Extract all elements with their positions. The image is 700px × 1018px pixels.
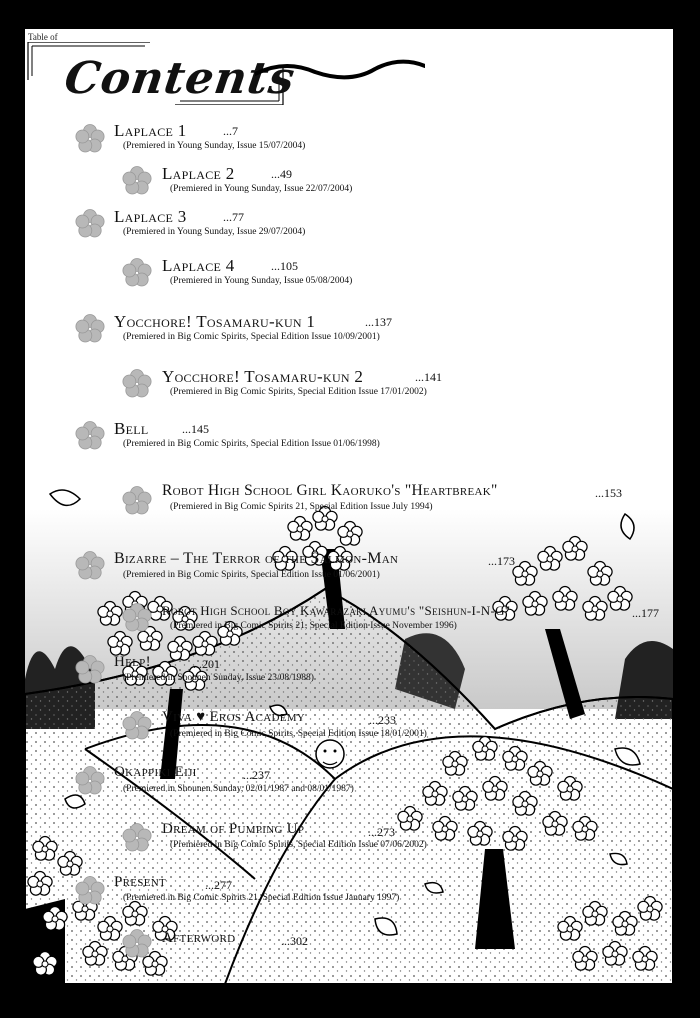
entry-premiere-note: (Premiered in Young Sunday, Issue 05/08/2004) — [170, 276, 353, 286]
entry-premiere-note: (Premiered in Big Comic Spirits, Special Edition Issue 01/06/2001) — [123, 570, 380, 580]
entry-page-number: ...137 — [365, 315, 392, 329]
entry-page-number: ...105 — [271, 259, 298, 273]
entry-page-number: ...201 — [193, 657, 220, 671]
entry-premiere-note: (Premiered in Big Comic Spirits, Special Edition Issue 01/06/1998) — [123, 439, 380, 449]
entry-premiere-note: (Premiered in Young Sunday, Issue 15/07/2004) — [123, 141, 306, 151]
blossom-bullet-icon — [73, 653, 107, 687]
entry-title: Laplace 4 — [162, 256, 235, 275]
entry-premiere-note: (Premiered in Big Comic Spirits, Special Edition Issue 07/06/2002) — [170, 840, 427, 850]
entry-premiere-note: (Premiered in Big Comic Spirits 21, Special Edition Issue January 1997) — [123, 893, 400, 903]
blossom-bullet-icon — [120, 164, 154, 198]
table-of-label: Table of — [28, 32, 58, 42]
entry-title: Viva ♥ Eros Academy — [162, 709, 306, 725]
title-swash — [255, 54, 425, 84]
blossom-bullet-icon — [73, 312, 107, 346]
blossom-bullet-icon — [120, 484, 154, 518]
entry-page-number: ...49 — [271, 167, 292, 181]
entry-title: Dream of Pumping Up — [162, 821, 305, 837]
entry-title: Bell — [114, 419, 149, 438]
blossom-bullet-icon — [73, 874, 107, 908]
entry-title: Bizarre – The Terror of the Salmon-Man — [114, 550, 399, 567]
blossom-bullet-icon — [73, 549, 107, 583]
entry-premiere-note: (Premiered in Young Sunday, Issue 22/07/2004) — [170, 184, 353, 194]
entry-title: Laplace 2 — [162, 164, 235, 183]
entry-page-number: ...237 — [243, 768, 270, 782]
blossom-bullet-icon — [73, 419, 107, 453]
blossom-bullet-icon — [120, 256, 154, 290]
entry-page-number: ...177 — [632, 606, 659, 620]
entry-title: Robot High School Boy Kawarazaki Ayumu's "Seishun-I-N-G" — [162, 603, 511, 618]
entry-title: Yocchore! Tosamaru-kun 1 — [114, 312, 316, 331]
page-title: Contents — [61, 53, 299, 104]
blossom-bullet-icon — [120, 821, 154, 855]
contents-page — [25, 29, 673, 984]
entry-page-number: ...7 — [223, 124, 238, 138]
entry-page-number: ...273 — [368, 825, 395, 839]
entry-title: Laplace 1 — [114, 121, 187, 140]
entry-page-number: ...77 — [223, 210, 244, 224]
entry-title: Present — [114, 874, 166, 890]
entry-premiere-note: (Premiered in Big Comic Spirits 21, Special Edition Issue July 1994) — [170, 502, 433, 512]
entry-page-number: ...145 — [182, 422, 209, 436]
blossom-bullet-icon — [73, 207, 107, 241]
entry-title: Yocchore! Tosamaru-kun 2 — [162, 367, 364, 386]
entry-title: Help! — [114, 654, 151, 670]
entry-premiere-note: (Premiered in Big Comic Spirits, Special Edition Issue 17/01/2002) — [170, 387, 427, 397]
blossom-bullet-icon — [120, 367, 154, 401]
entry-premiere-note: (Premiered in Shounen Sunday, Issue 23/08/1988) — [123, 673, 314, 683]
entry-title: Robot High School Girl Kaoruko's "Heartbreak" — [162, 482, 498, 499]
blossom-bullet-icon — [73, 764, 107, 798]
entry-page-number: ...302 — [281, 934, 308, 948]
entry-premiere-note: (Premiered in Big Comic Spirits, Special Edition Issue 10/09/2001) — [123, 332, 380, 342]
blossom-bullet-icon — [120, 709, 154, 743]
entry-title: Afterword — [162, 930, 236, 946]
blossom-bullet-icon — [120, 601, 154, 635]
blossom-bullet-icon — [120, 927, 154, 961]
entry-title: Laplace 3 — [114, 207, 187, 226]
entry-page-number: ...173 — [488, 554, 515, 568]
entry-page-number: ...153 — [595, 486, 622, 500]
blossom-bullet-icon — [73, 122, 107, 156]
entry-page-number: ...277 — [205, 878, 232, 892]
entry-premiere-note: (Premiered in Big Comic Spirits 21, Special Edition Issue November 1996) — [170, 621, 457, 631]
entry-title: Okappiki Eiji — [114, 764, 197, 780]
entry-premiere-note: (Premiered in Young Sunday, Issue 29/07/2004) — [123, 227, 306, 237]
entry-premiere-note: (Premiered in Shounen Sunday, 02/01/1987 and 08/01/1987) — [123, 784, 354, 794]
entry-premiere-note: (Premiered in Big Comic Spirits, Special Edition Issue 18/01/2001) — [170, 729, 427, 739]
entry-page-number: ...233 — [369, 713, 396, 727]
entry-page-number: ...141 — [415, 370, 442, 384]
